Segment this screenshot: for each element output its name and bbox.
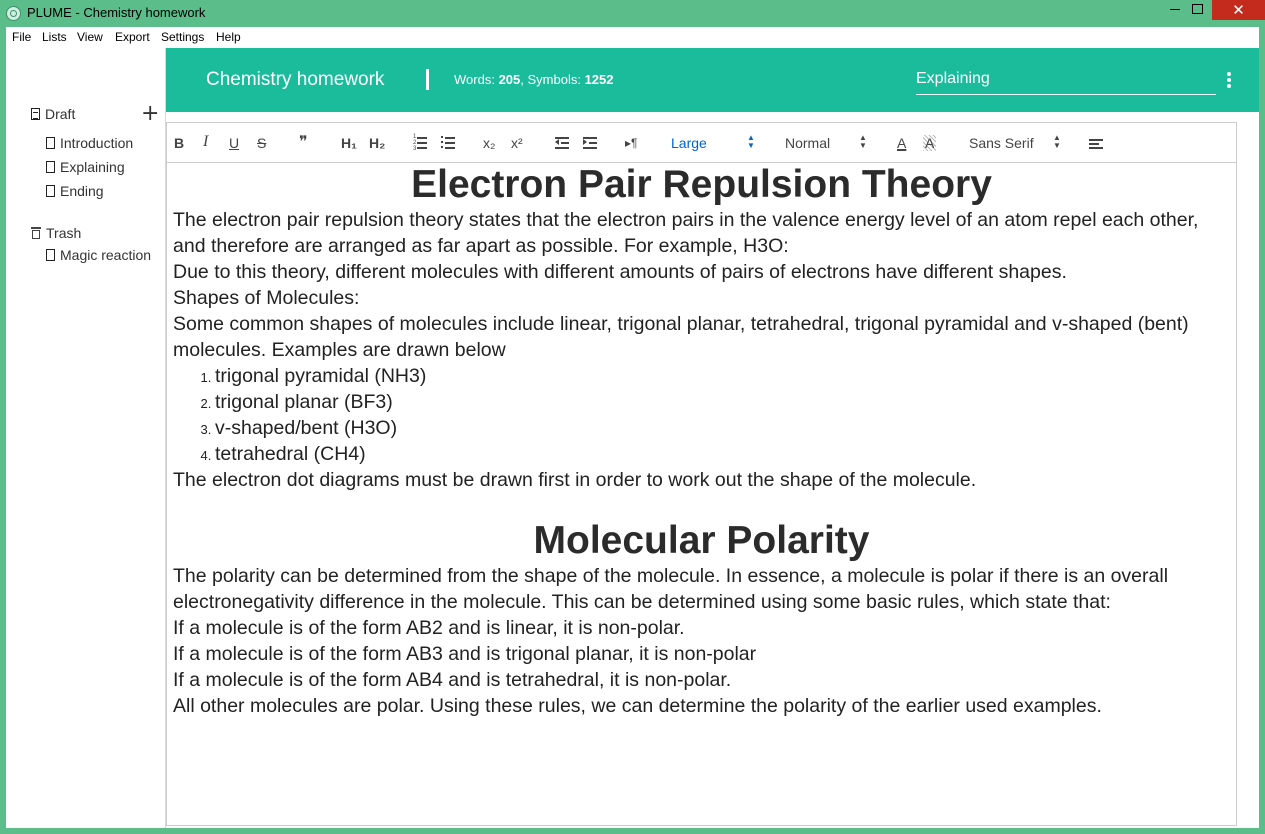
heading-2-button[interactable]: H₂	[369, 135, 386, 151]
more-options-icon[interactable]	[1227, 72, 1231, 88]
menu-bar	[6, 27, 1259, 48]
heading-molecular-polarity: Molecular Polarity	[533, 519, 870, 562]
document-icon	[46, 137, 55, 149]
menu-view[interactable]: View	[77, 30, 103, 44]
tree-item-introduction[interactable]	[46, 134, 133, 152]
tree-item-explaining[interactable]	[46, 158, 125, 176]
add-document-icon[interactable]: +	[141, 101, 160, 126]
document-title: Chemistry homework	[206, 69, 385, 90]
bold-button[interactable]: B	[174, 135, 185, 151]
close-button[interactable]	[1212, 0, 1265, 20]
symbols-count: 1252	[584, 72, 614, 87]
paragraph: The electron dot diagrams must be drawn first in order to work out the shape of the molecule.	[173, 469, 977, 491]
heading-select-arrows-icon: ▲ ▼	[859, 133, 867, 150]
menu-help[interactable]: Help	[216, 30, 241, 44]
tree-item-label: Introduction	[60, 135, 134, 151]
paragraph: Shapes of Molecules:	[173, 287, 360, 309]
shapes-list	[173, 363, 1230, 467]
list-item: 2. trigonal planar (BF3)	[215, 389, 1230, 415]
paragraph: Due to this theory, different molecules with different amounts of pairs of electrons have different shapes.	[173, 261, 1067, 283]
blockquote-button[interactable]: ❞	[299, 134, 308, 151]
tree-item-ending[interactable]	[46, 182, 104, 200]
tree-item-label: Ending	[60, 183, 104, 199]
tree-trash[interactable]	[31, 224, 81, 242]
paragraph: If a molecule is of the form AB3 and is trigonal planar, it is non-polar	[173, 643, 757, 665]
symbols-label: , Symbols:	[520, 72, 585, 87]
editor	[166, 112, 1259, 828]
document-stats	[454, 72, 613, 87]
align-left-icon[interactable]	[1089, 139, 1103, 150]
paragraph: The electron pair repulsion theory states that the electron pairs in the valence energy level of an atom repel each other, and therefore are arranged as far apart as possible. For example, H3O:	[173, 209, 1199, 257]
document-icon	[46, 249, 55, 261]
paragraph: The polarity can be determined from the shape of the molecule. In essence, a molecule is polar if there is an overall electronegativity difference in the molecule. This can be determined using some basic rules, which state that:	[173, 565, 1169, 613]
menu-export[interactable]: Export	[115, 30, 150, 44]
draft-document-icon	[31, 108, 40, 120]
font-size-select[interactable]: Large	[671, 135, 707, 151]
list-item: 3. v-shaped/bent (H3O)	[215, 415, 1230, 441]
draft-label: Draft	[45, 106, 76, 122]
list-item: 1. trigonal pyramidal (NH3)	[215, 363, 1230, 389]
tree-item-magic-reaction[interactable]	[46, 246, 151, 264]
indent-icon[interactable]	[583, 137, 597, 148]
window-title: PLUME - Chemistry homework	[27, 5, 206, 20]
underline-button[interactable]: U	[229, 135, 240, 151]
paragraph: If a molecule is of the form AB2 and is linear, it is non-polar.	[173, 617, 685, 639]
menu-file[interactable]: File	[12, 30, 32, 44]
formatting-toolbar	[166, 122, 1237, 163]
document-icon	[46, 161, 55, 173]
section-title-input[interactable]: Explaining	[916, 70, 1216, 95]
text-direction-button[interactable]: ▸¶	[625, 136, 638, 150]
bullet-list-icon[interactable]	[441, 137, 455, 148]
subscript-button[interactable]: x₂	[483, 135, 496, 151]
title-bar	[0, 0, 1265, 27]
paragraph: All other molecules are polar. Using these rules, we can determine the polarity of the earlier used examples.	[173, 695, 1102, 717]
words-label: Words:	[454, 72, 499, 87]
size-select-arrows-icon: ▲ ▼	[747, 133, 755, 150]
heading-1-button[interactable]: H₁	[341, 135, 357, 151]
list-item: 4. tetrahedral (CH4)	[215, 441, 1230, 467]
font-color-button[interactable]: A	[897, 135, 907, 151]
menu-settings[interactable]: Settings	[161, 30, 205, 44]
document-header	[166, 48, 1259, 112]
plume-app-icon	[6, 6, 21, 21]
heading-electron-pair: Electron Pair Repulsion Theory	[411, 163, 992, 206]
close-icon: ✕	[1232, 1, 1245, 19]
paragraph: If a molecule is of the form AB4 and is tetrahedral, it is non-polar.	[173, 669, 732, 691]
trash-label: Trash	[46, 225, 82, 241]
ordered-list-icon[interactable]: 1 2 3	[413, 137, 427, 148]
maximize-icon	[1192, 4, 1203, 14]
font-family-select[interactable]: Sans Serif	[969, 135, 1034, 151]
document-body[interactable]	[166, 163, 1237, 826]
italic-button[interactable]: I	[203, 133, 209, 150]
document-icon	[46, 185, 55, 197]
strikethrough-button[interactable]: S	[257, 135, 267, 151]
blank-line	[173, 493, 1230, 519]
highlight-color-button[interactable]: A	[925, 135, 935, 151]
trash-icon	[31, 227, 41, 239]
paragraph: Some common shapes of molecules include linear, trigonal planar, tetrahedral, trigonal pyramidal and v-shaped (bent) molecules. Examples are drawn below	[173, 313, 1189, 361]
menu-lists[interactable]: Lists	[42, 30, 67, 44]
tree-item-label: Magic reaction	[60, 247, 152, 263]
tree-item-label: Explaining	[60, 159, 125, 175]
superscript-button[interactable]: x²	[511, 135, 523, 151]
header-divider	[426, 69, 429, 90]
heading-select[interactable]: Normal	[785, 135, 831, 151]
font-select-arrows-icon: ▲ ▼	[1053, 133, 1061, 150]
outdent-icon[interactable]	[555, 137, 569, 148]
tree-draft[interactable]	[31, 105, 75, 123]
words-count: 205	[498, 72, 521, 87]
document-tree	[6, 48, 166, 828]
